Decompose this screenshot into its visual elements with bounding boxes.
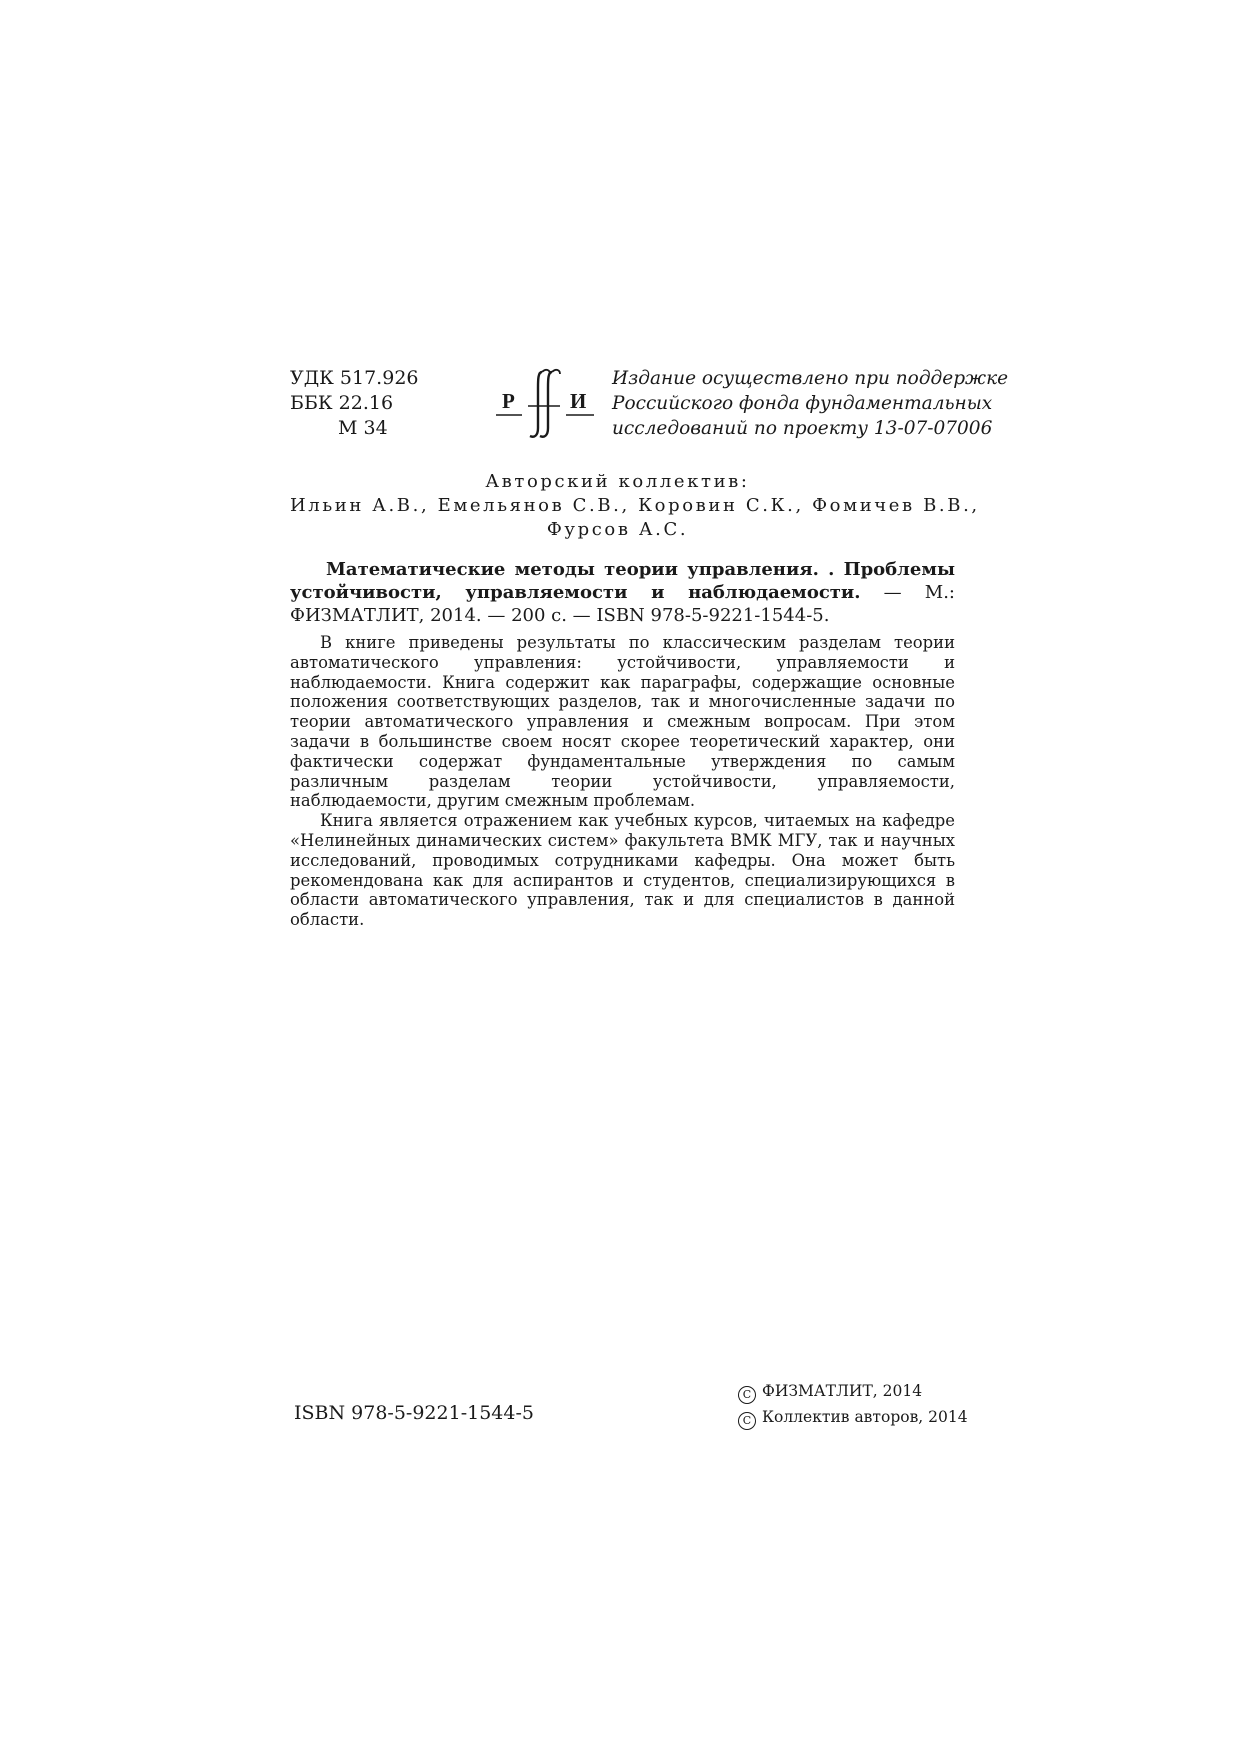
- bbk-code: ББК 22.16: [290, 392, 394, 414]
- rffi-logo-icon: [494, 366, 608, 440]
- bibliographic-citation: [290, 558, 955, 627]
- rffi-logo-letter-i: И: [570, 389, 587, 413]
- copyright-publisher-row: [738, 1378, 968, 1404]
- funding-line: исследований по проекту 13-07-07006: [612, 418, 993, 439]
- copyright-block: [738, 1378, 968, 1430]
- classification-codes: [290, 366, 419, 441]
- publication-details: — М.: ФИЗМАТЛИТ, 2014. — 200 с. — ISBN 978-5-9221-1544-5.: [290, 582, 955, 626]
- abstract-paragraph: В книге приведены результаты по классическим разделам теории автоматического управления: устойчивости, управляемости и наблюдаемости. Книга содержит как параграфы, содержащие основные положения соответствующих разделов, так и многочисленные задачи по теории автоматического управления и смежным вопросам. При этом задачи в большинстве своем носят скорее теоретический характер, они фактически содержат фундаментальные утверждения по самым различным разделам теории устойчивости, управляемости, наблюдаемости, другим смежным проблемам.: [290, 633, 955, 811]
- copyright-publisher: ФИЗМАТЛИТ, 2014: [762, 1382, 923, 1400]
- funding-notice: [494, 366, 1009, 442]
- copyright-authors: Коллектив авторов, 2014: [762, 1408, 968, 1426]
- authors-list: Ильин А.В., Емельянов С.В., Коровин С.К., Фомичев В.В.,: [290, 495, 980, 516]
- udk-code: УДК 517.926: [290, 367, 419, 389]
- funding-line: Издание осуществлено при поддержке: [612, 368, 1009, 389]
- funding-line: Российского фонда фундаментальных: [612, 393, 993, 414]
- authors-list-continued: Фурсов А.С.: [546, 519, 689, 540]
- book-abstract: [290, 633, 955, 930]
- copyright-icon: C: [738, 1386, 756, 1404]
- authors-heading: Авторский коллектив:: [485, 471, 750, 492]
- isbn: ISBN 978-5-9221-1544-5: [294, 1402, 534, 1424]
- funding-text: [612, 366, 1008, 441]
- copyright-icon: C: [738, 1412, 756, 1430]
- book-title: Математические методы теории управления. . Проблемы устойчивости, управляемости и наблюдаемости.: [290, 559, 955, 603]
- author-mark: М 34: [338, 417, 388, 439]
- copyright-authors-row: [738, 1404, 968, 1430]
- abstract-paragraph: Книга является отражением как учебных курсов, читаемых на кафедре «Нелинейных динамических систем» факультета ВМК МГУ, так и научных исследований, проводимых сотрудниками кафедры. Она может быть рекомендована как для аспирантов и студентов, специализирующихся в области автоматического управления, так и для специалистов в данной области.: [290, 811, 955, 930]
- author-collective: [290, 470, 980, 542]
- rffi-logo-letter-r: Р: [502, 389, 515, 413]
